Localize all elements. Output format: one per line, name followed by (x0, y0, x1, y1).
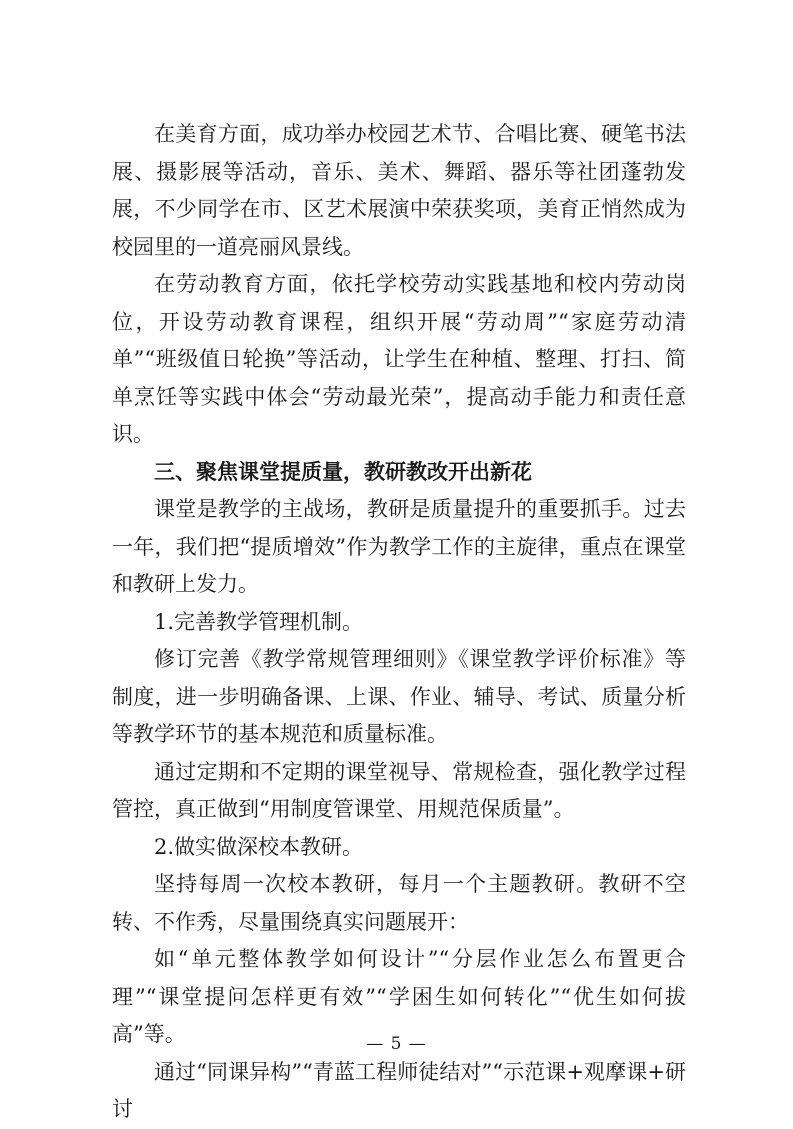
paragraph-inspection: 通过定期和不定期的课堂视导、常规检查，强化教学过程管控，真正做到“用制度管课堂、用规范保质量”。 (112, 759, 686, 821)
paragraph-research-methods: 通过“同课异构”“青蓝工程师徒结对”“示范课+观摩课+研讨 (112, 1059, 686, 1121)
document-body (112, 116, 686, 1129)
paragraph-classroom-intro: 课堂是教学的主战场，教研是质量提升的重要抓手。过去一年，我们把“提质增效”作为教学工作的主旋律，重点在课堂和教研上发力。 (112, 497, 686, 596)
paragraph-labor-education: 在劳动教育方面，依托学校劳动实践基地和校内劳动岗位，开设劳动教育课程，组织开展“劳动周”“家庭劳动清单”“班级值日轮换”等活动，让学生在种植、整理、打扫、简单烹饪等实践中体会“劳动最光荣”，提高动手能力和责任意识。 (112, 272, 686, 446)
subheading-school-research: 2.做实做深校本教研。 (154, 834, 364, 859)
section-heading-classroom-quality: 三、聚焦课堂提质量，教研教改开出新花 (154, 459, 532, 484)
paragraph-weekly-research: 坚持每周一次校本教研，每月一个主题教研。教研不空转、不作秀，尽量围绕真实问题展开： (112, 872, 686, 934)
paragraph-revise-rules: 修订完善《教学常规管理细则》《课堂教学评价标准》等制度，进一步明确备课、上课、作业、辅导、考试、质量分析等教学环节的基本规范和质量标准。 (112, 647, 686, 746)
subheading-management-mechanism: 1.完善教学管理机制。 (154, 609, 364, 634)
paragraph-aesthetic-education: 在美育方面，成功举办校园艺术节、合唱比赛、硬笔书法展、摄影展等活动，音乐、美术、舞蹈、器乐等社团蓬勃发展，不少同学在市、区艺术展演中荣获奖项，美育正悄然成为校园里的一道亮丽风景线。 (112, 122, 686, 259)
paragraph-research-topics: 如“单元整体教学如何设计”“分层作业怎么布置更合理”“课堂提问怎样更有效”“学困生如何转化”“优生如何拔高”等。 (112, 947, 686, 1046)
page-number: — 5 — (366, 1034, 427, 1054)
